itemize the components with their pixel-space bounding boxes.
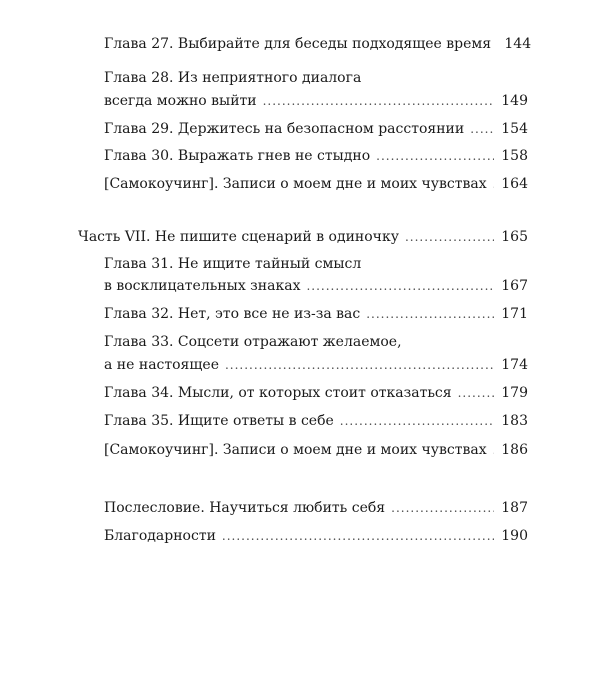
toc-entry-title: Глава 28. Из неприятного диалога [104, 70, 362, 86]
toc-entry-title: Глава 29. Держитесь на безопасном расстоянии [104, 121, 465, 137]
toc-entry-title: Глава 35. Ищите ответы в себе [104, 413, 334, 429]
toc-part-title: Часть VII. Не пишите сценарий в одиночку [78, 229, 399, 245]
leader-dots [366, 306, 494, 322]
toc-entry-title: Послесловие. Научиться любить себя [104, 500, 386, 516]
toc-page-number: 158 [501, 148, 528, 164]
toc-page-number: 186 [501, 442, 528, 458]
leader-dots [458, 385, 494, 401]
toc-entry-title: Глава 31. Не ищите тайный смысл [104, 256, 362, 272]
leader-dots [340, 413, 494, 429]
leader-dots [493, 442, 494, 458]
toc-page-number: 154 [501, 121, 528, 137]
leader-dots [376, 148, 494, 164]
leader-dots [405, 229, 494, 245]
toc-entry-title-continued: в восклицательных знаках [104, 278, 301, 294]
toc-page-number: 164 [501, 176, 528, 192]
toc-page-number: 190 [501, 528, 528, 544]
toc-entry-title: [Самокоучинг]. Записи о моем дне и моих чувствах [104, 176, 487, 192]
leader-dots [263, 93, 494, 109]
leader-dots [391, 500, 494, 516]
toc-entry-title: Глава 34. Мысли, от которых стоит отказаться [104, 385, 452, 401]
leader-dots [225, 357, 494, 373]
toc-entry-title: Глава 30. Выражать гнев не стыдно [104, 148, 371, 164]
toc-page-number: 187 [501, 500, 528, 516]
toc-page-number: 149 [501, 93, 528, 109]
toc-entry-title: Глава 33. Соцсети отражают желаемое, [104, 334, 402, 350]
toc-page-number: 183 [501, 413, 528, 429]
toc-entry-title-continued: всегда можно выйти [104, 93, 257, 109]
leader-dots [493, 176, 494, 192]
toc-entry-title: [Самокоучинг]. Записи о моем дне и моих чувствах [104, 442, 487, 458]
toc-page-number: 144 [504, 36, 532, 52]
leader-dots [222, 528, 494, 544]
toc-entry-title-continued: а не настоящее [104, 357, 219, 373]
leader-dots [470, 121, 494, 137]
toc-entry-title: Глава 27. Выбирайте для беседы подходящее время [104, 36, 492, 52]
toc-page-number: 167 [501, 278, 528, 294]
toc-page-number: 165 [501, 229, 528, 245]
toc-page-number: 171 [501, 306, 528, 322]
leader-dots [306, 278, 494, 294]
toc-page-number: 174 [501, 357, 528, 373]
toc-entry-title: Глава 32. Нет, это все не из-за вас [104, 306, 361, 322]
toc-page-number: 179 [501, 385, 528, 401]
toc-entry-title: Благодарности [104, 528, 216, 544]
